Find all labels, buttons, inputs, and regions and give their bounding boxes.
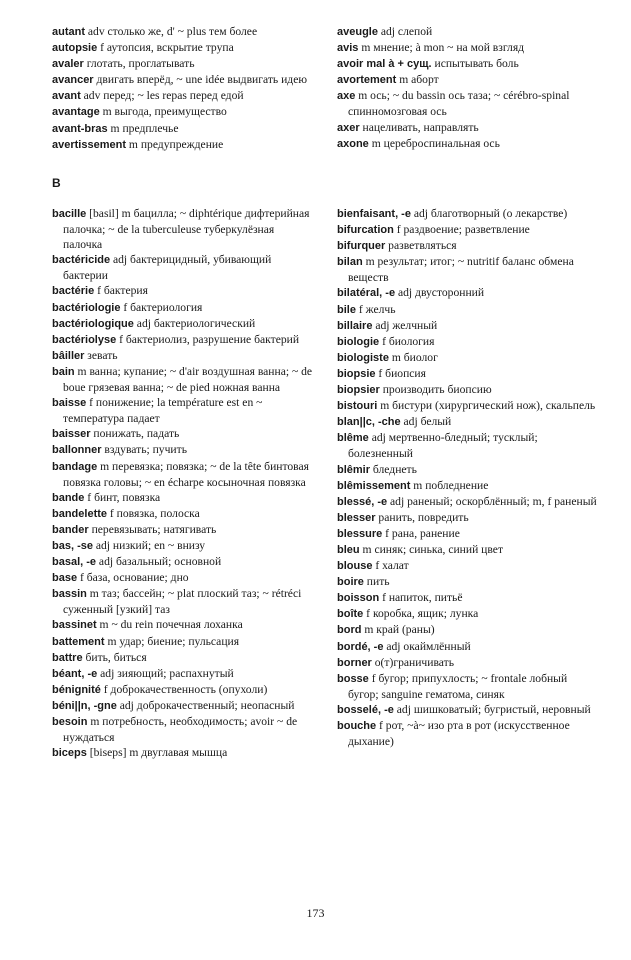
dictionary-entry [337, 24, 599, 40]
dictionary-entry [337, 639, 599, 655]
entry-headword: ballonner [52, 444, 102, 457]
dictionary-entry [52, 395, 314, 426]
entry-headword: avancer [52, 74, 94, 87]
entry-headword: biopsier [337, 384, 380, 397]
dictionary-entry [52, 252, 314, 283]
entry-definition: f бактерия [94, 284, 148, 298]
entry-definition: adj желчный [372, 318, 438, 332]
entry-headword: bienfaisant, -e [337, 208, 411, 220]
entry-definition: m предупреждение [126, 137, 224, 151]
entry-definition: f доброкачественность (опухоли) [100, 682, 268, 696]
entry-headword: bouche [337, 720, 377, 732]
dictionary-entry [337, 622, 599, 638]
entry-definition: adj шишковатый; бугристый, неровный [393, 702, 591, 716]
entry-headword: besoin [52, 716, 88, 728]
entry-definition: f бугор; припухлость; ~ frontale лобный бугор; sanguine гематома, синяк [348, 671, 568, 701]
entry-headword: bassinet [52, 619, 97, 632]
entry-definition: m результат; итог; ~ nutritif баланс обмена веществ [348, 255, 574, 285]
dictionary-entry [337, 285, 599, 301]
entry-headword: béant, -e [52, 667, 98, 680]
entry-definition: [biseps] m двуглавая мышца [86, 746, 228, 760]
entry-headword: blessé, -e [337, 495, 388, 508]
entry-definition: m синяк; синька, синий цвет [359, 542, 504, 556]
dictionary-entry [337, 606, 599, 622]
entry-definition: m перевязка; повязка; ~ de la tête бинтовая повязка головы; ~ en écharpe косыночная повязка [63, 459, 309, 489]
entry-definition: зевать [84, 348, 118, 362]
entry-headword: blesser [337, 511, 376, 524]
entry-definition: f бактериолиз, разрушение бактерий [116, 332, 300, 346]
dictionary-entry [337, 718, 599, 749]
entry-headword: blêmissement [337, 479, 411, 492]
dictionary-entry [52, 348, 314, 364]
entry-definition: о(т)граничивать [371, 655, 454, 669]
entry-headword: bain [52, 365, 75, 378]
entry-definition: глотать, проглатывать [83, 57, 195, 71]
dictionary-entry [337, 254, 599, 285]
column-top-left [52, 24, 314, 153]
entry-definition: m предплечье [107, 121, 179, 135]
entry-definition: f раздвоение; разветвление [393, 223, 530, 237]
dictionary-entry [52, 88, 314, 104]
entry-definition: f бактериология [120, 300, 203, 314]
entry-headword: avantage [52, 106, 100, 119]
dictionary-entry [52, 490, 314, 506]
entry-headword: bacille [52, 208, 87, 220]
entry-definition: adj мертвенно-бледный; тусклый; болезненный [348, 431, 538, 461]
dictionary-entry [52, 666, 314, 682]
entry-headword: blêmir [337, 463, 371, 476]
entry-headword: baisse [52, 397, 87, 410]
dictionary-entry [52, 506, 314, 522]
dictionary-entry [52, 426, 314, 442]
entry-definition: m ванна; купание; ~ d'air воздушная ванна; ~ de boue грязевая ванна; ~ de pied ножная ванна [63, 364, 313, 395]
entry-definition: adj раненый; оскорблённый; m, f раненый [387, 494, 597, 508]
dictionary-entry [337, 542, 599, 558]
entry-definition: m ~ du rein почечная лоханка [96, 618, 243, 632]
entry-headword: boisson [337, 592, 380, 605]
entry-definition: f понижение; la température est en ~ температура падает [63, 396, 263, 426]
entry-headword: bander [52, 523, 89, 536]
dictionary-entry [337, 56, 599, 72]
dictionary-entry [337, 382, 599, 398]
entry-headword: blan||c, -che [337, 416, 401, 429]
entry-headword: avortement [337, 74, 397, 87]
dictionary-entry [337, 120, 599, 136]
dictionary-entry [337, 206, 599, 222]
entry-headword: autant [52, 26, 85, 38]
dictionary-entry [52, 332, 314, 348]
entry-definition: понижать, падать [90, 427, 180, 441]
entry-definition: m бистури (хирургический нож), скальпель [377, 399, 596, 413]
dictionary-entry [337, 558, 599, 574]
entry-definition: adv столько же, d' ~ plus тем более [85, 25, 258, 38]
dictionary-entry [337, 574, 599, 590]
entry-headword: bâiller [52, 349, 85, 362]
dictionary-entry [52, 40, 314, 56]
entry-definition: f рот, ~à~ изо рта в рот (искусственное дыхание) [348, 719, 570, 749]
entry-headword: avoir mal à + сущ. [337, 58, 432, 71]
dictionary-entry [52, 72, 314, 88]
dictionary-entry [52, 522, 314, 538]
entry-headword: bosselé, -e [337, 703, 394, 716]
dictionary-entry [337, 702, 599, 718]
entry-definition: adj бактериологический [133, 316, 256, 330]
entry-definition: f желчь [355, 302, 396, 316]
entry-headword: bleu [337, 543, 360, 556]
dictionary-entry [52, 617, 314, 633]
entry-definition: бледнеть [370, 462, 417, 476]
entry-headword: bactériologique [52, 317, 134, 330]
entry-definition: f биопсия [375, 366, 426, 380]
dictionary-entry [52, 442, 314, 458]
entry-headword: baisser [52, 428, 91, 441]
entry-definition: f биология [379, 334, 435, 348]
entry-definition: adj зияющий; распахнутый [97, 666, 234, 680]
dictionary-entry [52, 538, 314, 554]
entry-headword: bactériologie [52, 301, 121, 314]
dictionary-entry [337, 72, 599, 88]
entry-headword: bilatéral, -e [337, 287, 396, 300]
entry-headword: basal, -e [52, 556, 97, 569]
dictionary-entry [337, 510, 599, 526]
dictionary-entry [337, 238, 599, 254]
dictionary-entry [337, 40, 599, 56]
entry-definition: adv перед; ~ les repas перед едой [80, 89, 244, 103]
dictionary-entry [52, 283, 314, 299]
entry-definition: m биолог [388, 350, 438, 364]
entry-definition: пить [363, 575, 390, 589]
dictionary-entry [337, 414, 599, 430]
entry-headword: avaler [52, 58, 84, 71]
dictionary-entry [337, 671, 599, 702]
entry-headword: axe [337, 90, 356, 103]
dictionary-entry [337, 334, 599, 350]
entry-definition: m цереброспинальная ось [368, 136, 500, 150]
entry-definition: m потребность, необходимость; avoir ~ de нуждаться [63, 715, 298, 745]
entry-headword: biopsie [337, 367, 376, 380]
entry-definition: f бинт, повязка [84, 490, 161, 504]
entry-definition: производить биопсию [379, 383, 492, 397]
entry-headword: billaire [337, 319, 373, 332]
entry-definition: f рана, ранение [382, 526, 460, 540]
dictionary-entry [337, 302, 599, 318]
entry-definition: m аборт [396, 73, 439, 87]
entry-headword: bactéricide [52, 254, 111, 267]
entry-headword: bactérie [52, 285, 95, 298]
dictionary-entry [52, 586, 314, 617]
entry-definition: m таз; бассейн; ~ plat плоский таз; ~ rétréci суженный [узкий] таз [63, 587, 302, 617]
entry-definition: adj окаймлённый [383, 639, 471, 653]
entry-headword: avant [52, 90, 81, 103]
entry-headword: autopsie [52, 42, 98, 55]
dictionary-entry [337, 366, 599, 382]
entry-headword: béni||n, -gne [52, 699, 117, 712]
dictionary-entry [52, 104, 314, 120]
entry-definition: f аутопсия, вскрытие трупа [97, 41, 234, 55]
entry-definition: испытывать боль [431, 57, 519, 71]
entry-definition: m мнение; à mon ~ на мой взгляд [358, 41, 525, 55]
entry-headword: aveugle [337, 26, 378, 38]
entry-definition: adj низкий; en ~ внизу [92, 538, 206, 552]
page-number: 173 [306, 906, 325, 920]
dictionary-entry [52, 24, 314, 40]
entry-headword: biceps [52, 747, 87, 760]
entry-headword: bénignité [52, 683, 101, 696]
entry-definition: m ось; ~ du bassin ось таза; ~ cérébro-spinal спинномозговая ось [348, 89, 570, 119]
entry-definition: вздувать; пучить [101, 443, 187, 457]
entry-headword: bosse [337, 672, 369, 685]
entry-headword: blouse [337, 560, 373, 573]
entry-headword: bifurquer [337, 240, 386, 253]
entry-definition: m побледнение [410, 478, 489, 492]
entry-headword: boîte [337, 608, 364, 621]
dictionary-entry [52, 121, 314, 137]
dictionary-entry [52, 650, 314, 666]
entry-headword: battre [52, 651, 83, 664]
dictionary-entry [52, 137, 314, 153]
dictionary-entry [337, 655, 599, 671]
entry-headword: bilan [337, 256, 363, 269]
entry-definition: ранить, повредить [375, 510, 469, 524]
column-right [337, 206, 599, 749]
entry-headword: base [52, 572, 78, 585]
entry-headword: bile [337, 303, 356, 316]
entry-headword: borner [337, 656, 372, 669]
dictionary-entry [337, 398, 599, 414]
entry-headword: biologie [337, 335, 380, 348]
entry-headword: avant-bras [52, 122, 108, 135]
column-left [52, 206, 314, 761]
entry-headword: bas, -se [52, 539, 93, 552]
entry-headword: bactériolyse [52, 333, 117, 346]
dictionary-entry [337, 590, 599, 606]
dictionary-entry [52, 682, 314, 698]
entry-definition: adj благотворный (о лекарстве) [410, 207, 568, 220]
dictionary-entry [52, 714, 314, 745]
dictionary-entry [337, 88, 599, 119]
entry-headword: bord [337, 624, 362, 637]
entry-definition: [basil] m бацилла; ~ diphtérique дифтерийная палочка; ~ de la tuberculeuse туберкулёзная палочка [63, 207, 310, 252]
dictionary-entry [52, 206, 314, 252]
entry-headword: bandelette [52, 507, 108, 520]
entry-definition: adj двусторонний [395, 286, 485, 300]
entry-definition: f повязка, полоска [107, 506, 200, 520]
entry-headword: axer [337, 121, 360, 134]
entry-headword: biologiste [337, 351, 389, 364]
entry-definition: двигать вперёд, ~ une idée выдвигать идею [93, 73, 308, 87]
entry-headword: bassin [52, 588, 87, 601]
dictionary-entry [52, 459, 314, 490]
dictionary-entry [52, 364, 314, 395]
entry-headword: blessure [337, 527, 383, 540]
entry-definition: нацеливать, направлять [359, 120, 479, 134]
entry-headword: blême [337, 432, 369, 445]
entry-definition: f коробка, ящик; лунка [363, 607, 479, 621]
dictionary-entry [337, 478, 599, 494]
entry-headword: avertissement [52, 138, 126, 151]
dictionary-entry [52, 554, 314, 570]
entry-headword: battement [52, 635, 105, 648]
entry-headword: axone [337, 137, 369, 150]
dictionary-entry [337, 430, 599, 461]
entry-headword: bifurcation [337, 224, 394, 237]
entry-headword: bordé, -e [337, 640, 384, 653]
dictionary-entry [337, 222, 599, 238]
dictionary-entry [337, 136, 599, 152]
entry-definition: m выгода, преимущество [99, 105, 227, 119]
entry-definition: f халат [372, 559, 409, 573]
entry-headword: bistouri [337, 400, 378, 413]
entry-headword: bandage [52, 460, 98, 473]
entry-definition: m удар; биение; пульсация [104, 634, 240, 648]
dictionary-entry [52, 300, 314, 316]
entry-definition: бить, биться [82, 650, 147, 664]
entry-definition: перевязывать; натягивать [88, 522, 217, 536]
entry-definition: f напиток, питьё [379, 591, 463, 605]
entry-headword: boire [337, 576, 364, 589]
dictionary-entry [52, 570, 314, 586]
dictionary-entry [52, 56, 314, 72]
entry-headword: bande [52, 491, 85, 504]
entry-definition: m край (раны) [361, 623, 435, 637]
entry-definition: adj базальный; основной [96, 555, 222, 569]
entry-definition: adj бактерицидный, убивающий бактерии [63, 253, 272, 283]
dictionary-entry [337, 318, 599, 334]
dictionary-entry [337, 494, 599, 510]
entry-definition: adj слепой [377, 25, 433, 38]
entry-headword: avis [337, 42, 359, 55]
dictionary-entry [52, 745, 314, 761]
dictionary-entry [52, 316, 314, 332]
column-top-right [337, 24, 599, 152]
entry-definition: adj белый [400, 415, 452, 429]
entry-definition: разветвляться [385, 239, 457, 253]
dictionary-entry [337, 526, 599, 542]
entry-definition: adj доброкачественный; неопасный [116, 698, 295, 712]
entry-definition: f база, основание; дно [77, 571, 189, 585]
dictionary-entry [337, 462, 599, 478]
section-letter: B [52, 176, 61, 190]
dictionary-entry [337, 350, 599, 366]
dictionary-entry [52, 634, 314, 650]
dictionary-entry [52, 698, 314, 714]
